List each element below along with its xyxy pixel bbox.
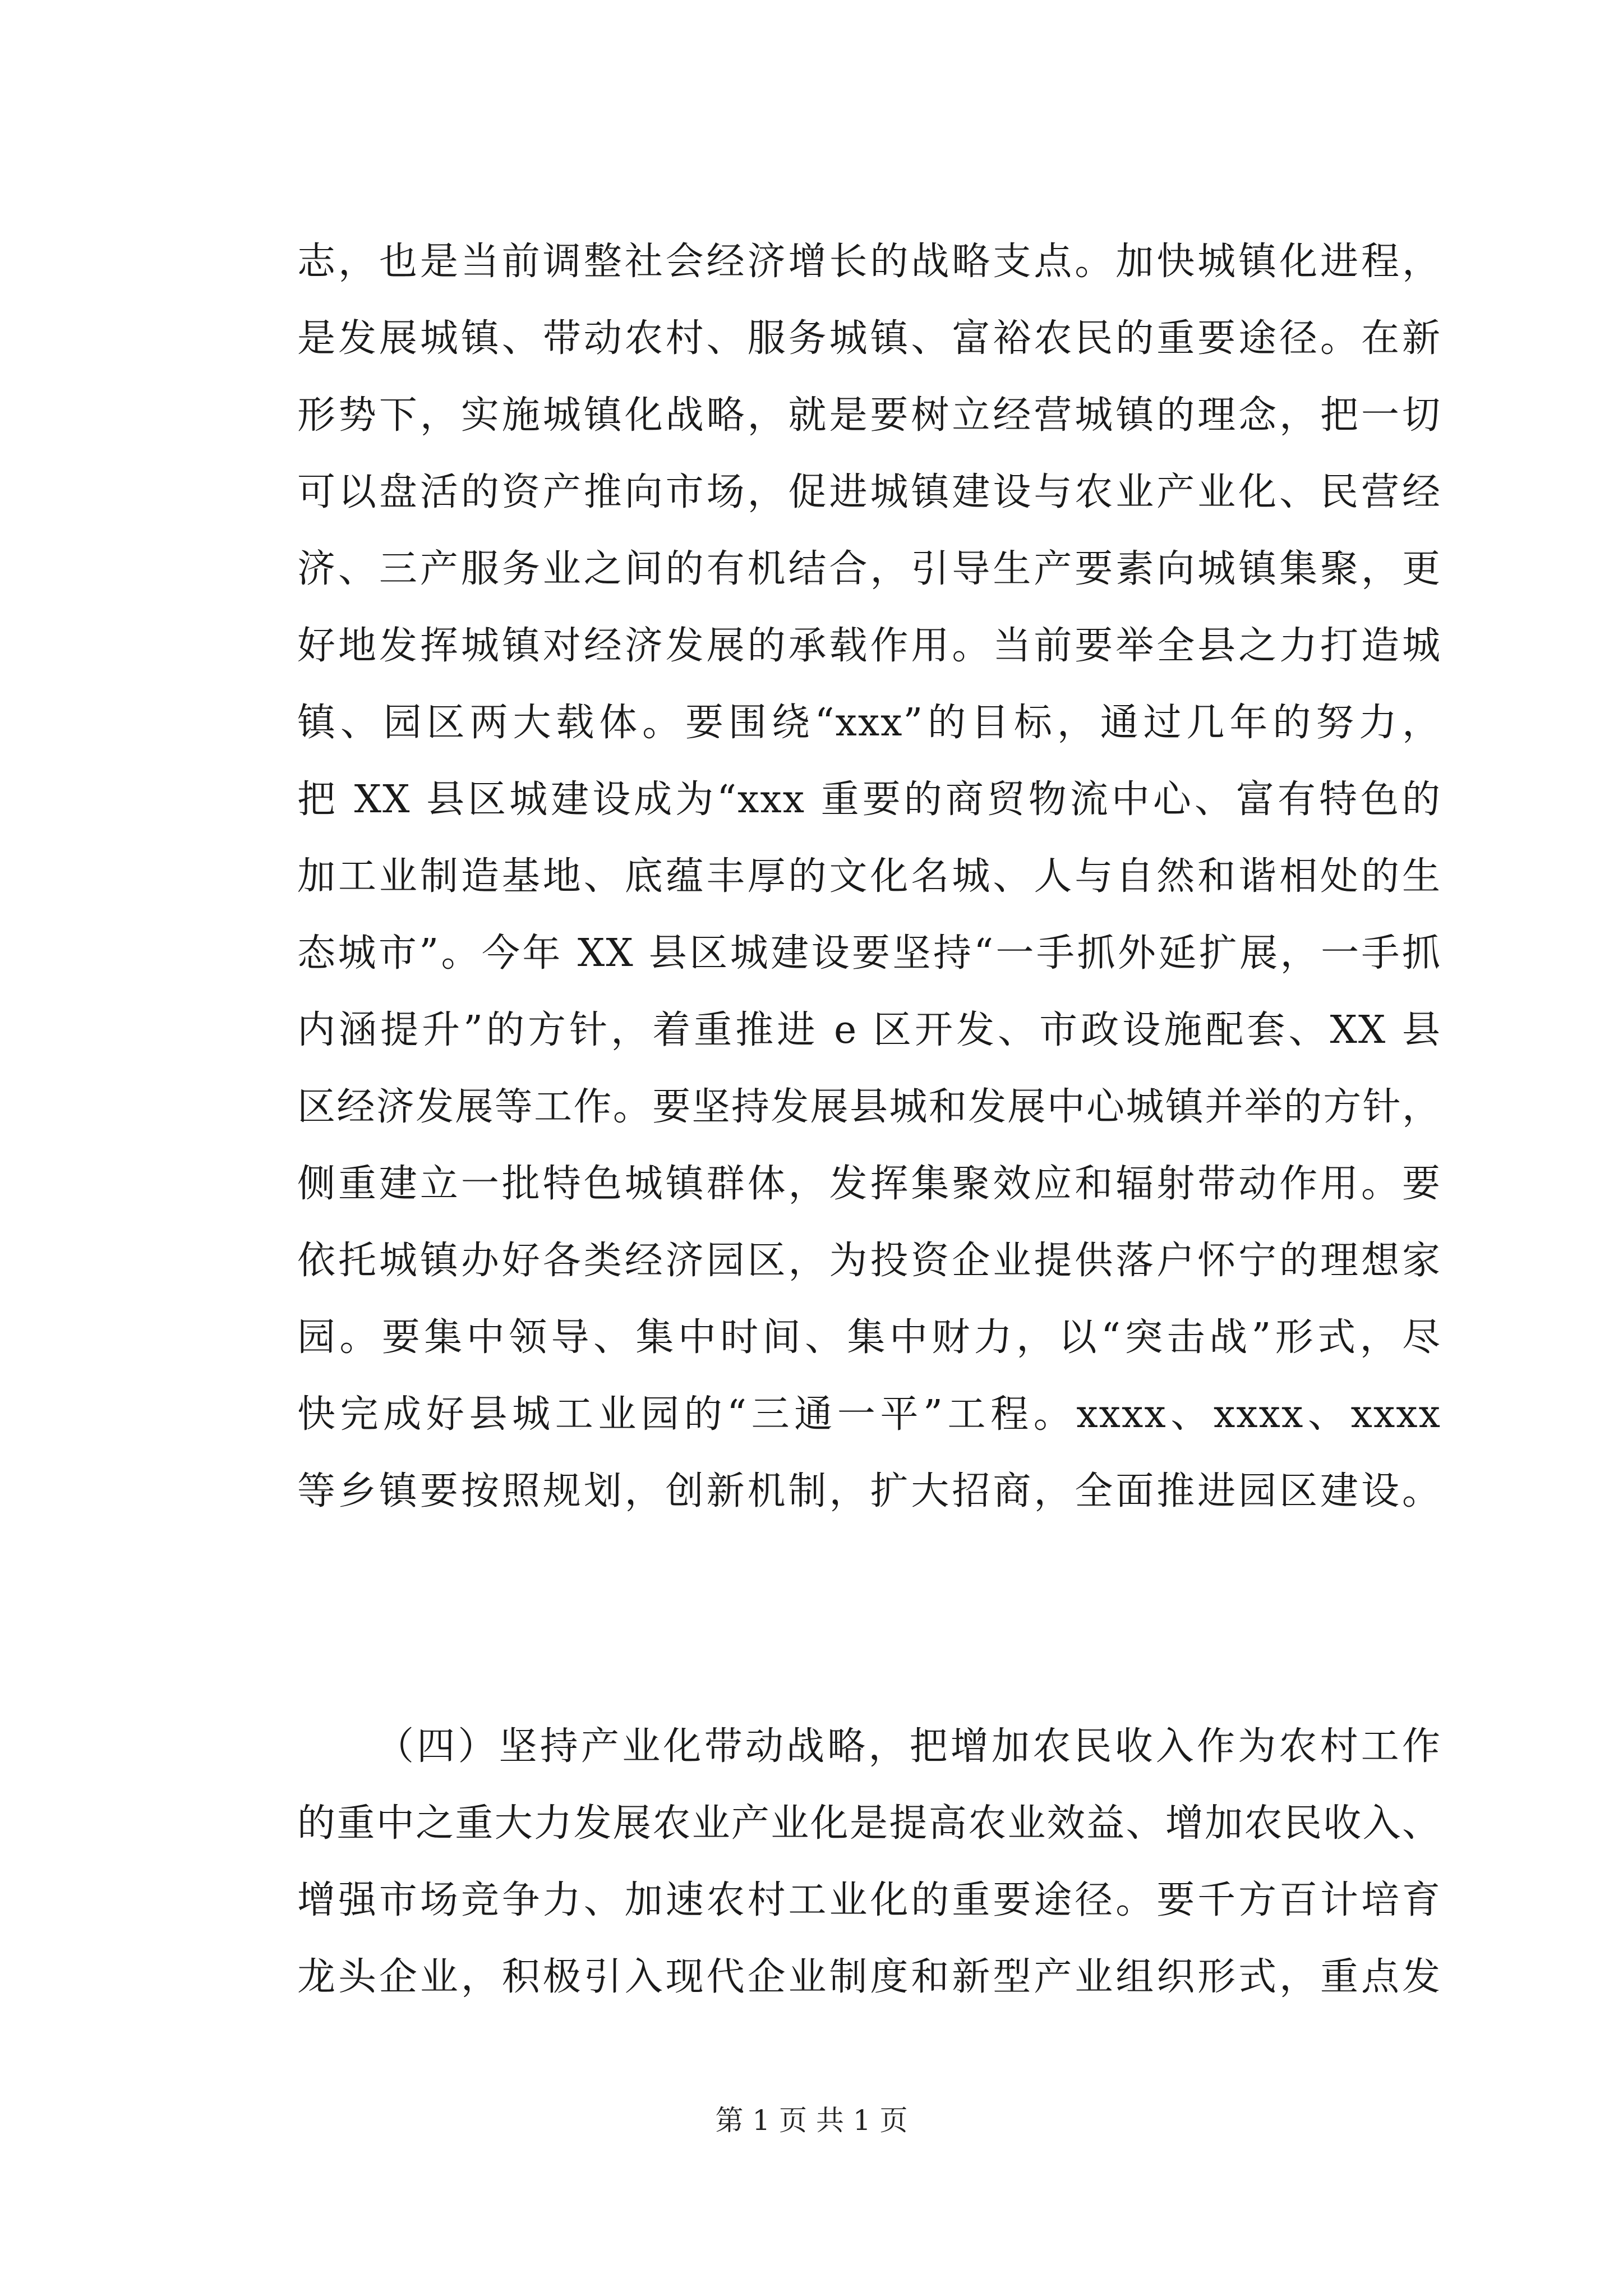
text-line: 增强市场竞争力、加速农村工业化的重要途径。要千方百计培育 [297, 1878, 1441, 1922]
paragraph-2 [297, 1708, 1441, 2016]
text-line: 好地发挥城镇对经济发展的承载作用。当前要举全县之力打造城 [297, 624, 1441, 668]
paragraph-1 [297, 223, 1441, 1530]
text-line: 形势下，实施城镇化战略，就是要树立经营城镇的理念，把一切 [297, 393, 1441, 438]
text-line: 志，也是当前调整社会经济增长的战略支点。加快城镇化进程， [297, 240, 1441, 284]
text-line: 区经济发展等工作。要坚持发展县城和发展中心城镇并举的方针， [297, 1085, 1441, 1129]
text-line-indented: （四）坚持产业化带动战略，把增加农民收入作为农村工作 [376, 1724, 1441, 1769]
text-line: 依托城镇办好各类经济园区，为投资企业提供落户怀宁的理想家 [297, 1239, 1441, 1283]
text-line: 龙头企业，积极引入现代企业制度和新型产业组织形式，重点发 [297, 1955, 1441, 1999]
text-line: 内涵提升”的方针，着重推进 e 区开发、市政设施配套、XX 县 [297, 1008, 1441, 1052]
text-line: 把 XX 县区城建设成为“xxx 重要的商贸物流中心、富有特色的 [297, 777, 1441, 822]
text-line: 快完成好县城工业园的“三通一平”工程。xxxx、xxxx、xxxx [297, 1392, 1441, 1437]
text-line: 的重中之重大力发展农业产业化是提高农业效益、增加农民收入、 [297, 1801, 1441, 1846]
text-line: 园。要集中领导、集中时间、集中财力，以“突击战”形式，尽 [297, 1315, 1441, 1360]
text-line: 是发展城镇、带动农村、服务城镇、富裕农民的重要途径。在新 [297, 316, 1441, 361]
text-line: 侧重建立一批特色城镇群体，发挥集聚效应和辐射带动作用。要 [297, 1162, 1441, 1206]
page-footer: 第 1 页 共 1 页 [715, 2104, 908, 2137]
text-line: 加工业制造基地、底蕴丰厚的文化名城、人与自然和谐相处的生 [297, 854, 1441, 899]
text-line: 态城市”。今年 XX 县区城建设要坚持“一手抓外延扩展，一手抓 [297, 931, 1441, 976]
text-line: 可以盘活的资产推向市场，促进城镇建设与农业产业化、民营经 [297, 470, 1441, 514]
text-line: 等乡镇要按照规划，创新机制，扩大招商，全面推进园区建设。 [297, 1469, 1441, 1513]
text-line: 济、三产服务业之间的有机结合，引导生产要素向城镇集聚，更 [297, 547, 1441, 591]
text-line: 镇、园区两大载体。要围绕“xxx”的目标，通过几年的努力， [297, 701, 1441, 745]
